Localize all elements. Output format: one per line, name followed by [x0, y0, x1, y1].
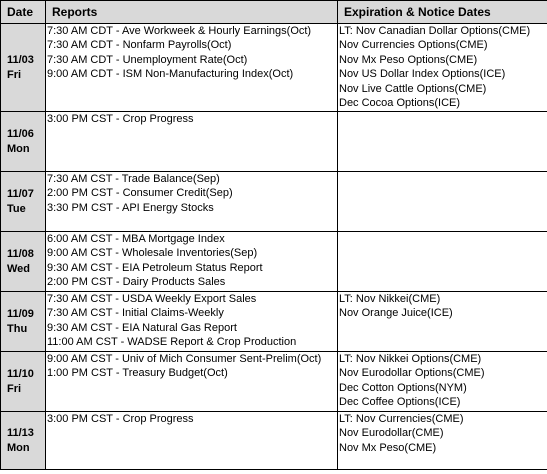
- reports-column-header: Reports: [46, 1, 338, 24]
- table-row: [1, 412, 547, 470]
- table-row: [1, 172, 547, 232]
- table-row: [1, 112, 547, 172]
- date-label: 11/03: [7, 53, 34, 66]
- expiration-item: Nov Currencies Options(CME): [339, 39, 488, 52]
- expiration-item: LT: Nov Currencies(CME): [339, 413, 464, 425]
- weekday-label: Thu: [7, 322, 28, 335]
- date-cell: [1, 412, 46, 470]
- expiration-item: LT: Nov Nikkei Options(CME): [339, 353, 482, 365]
- table-row: [1, 24, 547, 112]
- report-item: 9:00 AM CDT - ISM Non-Manufacturing Index(Oct): [47, 68, 294, 81]
- expiration-item: Nov Orange Juice(ICE): [339, 307, 453, 320]
- report-item: 2:00 PM CST - Consumer Credit(Sep): [47, 187, 233, 200]
- reports-cell: [46, 24, 338, 112]
- reports-cell: [46, 352, 338, 412]
- reports-cell: [46, 112, 338, 172]
- expiration-item: Nov US Dollar Index Options(ICE): [339, 68, 506, 81]
- date-label: 11/07: [7, 187, 34, 200]
- report-item: 9:00 AM CST - Univ of Mich Consumer Sent-Prelim(Oct): [47, 353, 322, 365]
- table-row: [1, 292, 547, 352]
- reports-cell: [46, 232, 338, 292]
- report-item: 7:30 AM CDT - Unemployment Rate(Oct): [47, 53, 248, 66]
- report-item: 7:30 AM CST - Initial Claims-Weekly: [47, 307, 224, 320]
- expiration-item: LT: Nov Canadian Dollar Options(CME): [339, 25, 531, 37]
- reports-cell: [46, 412, 338, 470]
- date-cell: [1, 172, 46, 232]
- expiration-item: Dec Coffee Options(ICE): [339, 396, 461, 409]
- report-item: 9:30 AM CST - EIA Natural Gas Report: [47, 321, 237, 334]
- table-body: [1, 24, 547, 470]
- report-item: 9:00 AM CST - Wholesale Inventories(Sep): [47, 247, 258, 260]
- expiration-item: Nov Live Cattle Options(CME): [339, 82, 487, 95]
- expiration-cell: [338, 24, 547, 112]
- expiration-item: Dec Cotton Options(NYM): [339, 381, 467, 394]
- expiration-cell: [338, 112, 547, 172]
- expiration-column-header: Expiration & Notice Dates: [338, 1, 547, 24]
- expiration-cell: [338, 292, 547, 352]
- expiration-item: LT: Nov Nikkei(CME): [339, 293, 441, 305]
- date-cell: [1, 24, 46, 112]
- date-label: 11/09: [7, 307, 34, 320]
- report-item: 7:30 AM CDT - Ave Workweek & Hourly Earnings(Oct): [47, 25, 312, 37]
- reports-cell: [46, 292, 338, 352]
- expiration-cell: [338, 412, 547, 470]
- report-item: 3:00 PM CST - Crop Progress: [47, 413, 194, 425]
- date-cell: [1, 232, 46, 292]
- expiration-cell: [338, 232, 547, 292]
- table-header-row: [1, 1, 547, 24]
- report-item: 7:30 AM CST - Trade Balance(Sep): [47, 173, 220, 185]
- report-item: 3:00 PM CST - Crop Progress: [47, 113, 194, 125]
- date-cell: [1, 352, 46, 412]
- weekday-label: Fri: [7, 68, 22, 81]
- report-item: 6:00 AM CST - MBA Mortgage Index: [47, 233, 225, 245]
- expiration-cell: [338, 172, 547, 232]
- date-label: 11/08: [7, 247, 34, 260]
- date-cell: [1, 292, 46, 352]
- expiration-item: Nov Mx Peso(CME): [339, 441, 437, 454]
- table-row: [1, 352, 547, 412]
- expiration-item: Nov Eurodollar(CME): [339, 427, 444, 440]
- date-label: 11/06: [7, 127, 34, 140]
- weekday-label: Fri: [7, 382, 22, 395]
- report-item: 11:00 AM CST - WADSE Report & Crop Production: [47, 336, 297, 349]
- date-label: 11/10: [7, 367, 34, 380]
- date-label: 11/13: [7, 426, 34, 439]
- date-column-header: Date: [1, 1, 46, 24]
- expiration-item: Nov Mx Peso Options(CME): [339, 53, 478, 66]
- report-item: 9:30 AM CST - EIA Petroleum Status Report: [47, 261, 263, 274]
- report-item: 2:00 PM CST - Dairy Products Sales: [47, 276, 226, 289]
- weekday-label: Wed: [7, 262, 31, 275]
- weekday-label: Tue: [7, 202, 26, 215]
- report-item: 3:30 PM CST - API Energy Stocks: [47, 201, 214, 214]
- expiration-item: Nov Eurodollar Options(CME): [339, 367, 485, 380]
- reports-cell: [46, 172, 338, 232]
- report-item: 7:30 AM CST - USDA Weekly Export Sales: [47, 293, 257, 305]
- report-item: 1:00 PM CST - Treasury Budget(Oct): [47, 367, 228, 380]
- report-item: 7:30 AM CDT - Nonfarm Payrolls(Oct): [47, 39, 232, 52]
- expiration-item: Dec Cocoa Options(ICE): [339, 96, 461, 109]
- expiration-cell: [338, 352, 547, 412]
- weekday-label: Mon: [7, 142, 30, 155]
- date-cell: [1, 112, 46, 172]
- table-row: [1, 232, 547, 292]
- weekday-label: Mon: [7, 441, 30, 454]
